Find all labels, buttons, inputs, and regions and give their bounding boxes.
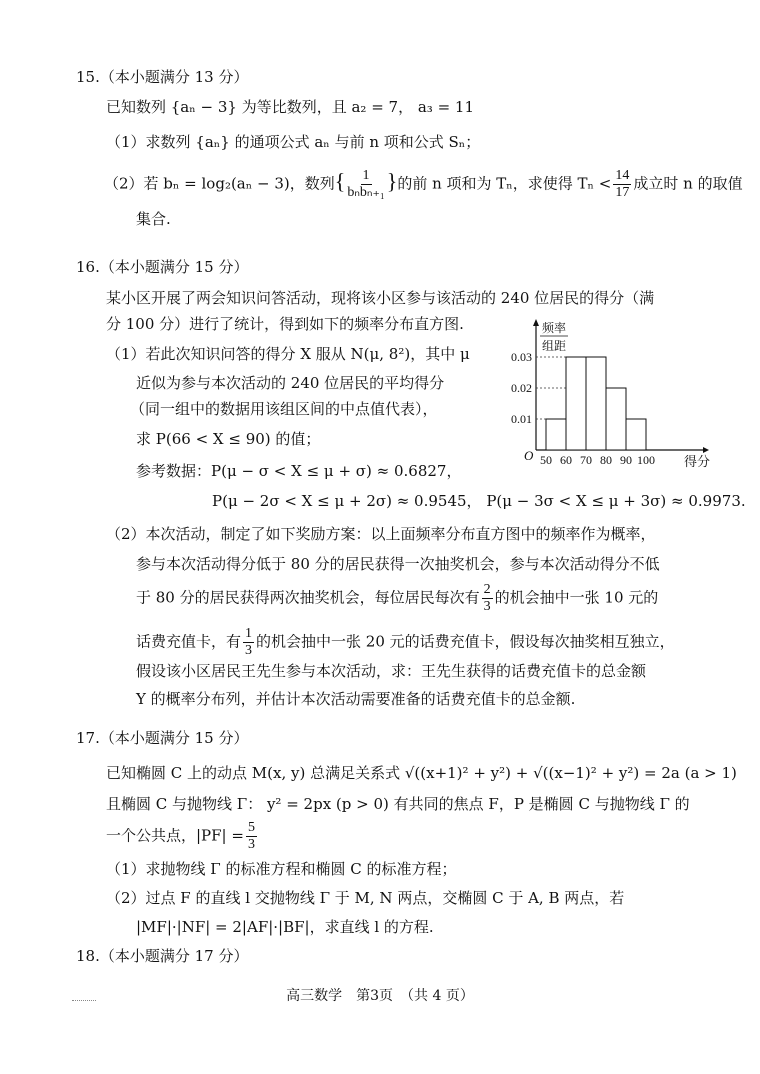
histogram-bar-60-70 <box>566 357 586 450</box>
y-axis-label-top: 频率 <box>541 321 567 335</box>
x-axis-arrow <box>703 447 709 453</box>
q16-heading: 16.（本小题满分 15 分） <box>76 258 249 276</box>
q15-fraction-bound: $\frac{14}{17}$ <box>615 168 630 200</box>
q18-heading: 18.（本小题满分 17 分） <box>76 947 249 965</box>
x-tick-label: 70 <box>580 453 592 467</box>
q16-part2-line4-b: 的机会抽中一张 20 元的话费充值卡，假设每次抽奖相互独立， <box>256 632 675 651</box>
q17-part2-line1: （2）过点 F 的直线 l 交抛物线 Γ 于 M, N 两点，交椭圆 C 于 A, B 两点，若 <box>106 889 625 907</box>
q15-heading: 15.（本小题满分 13 分） <box>76 68 249 86</box>
x-tick-label: 80 <box>600 453 612 467</box>
q15-part2-continued: 集合. <box>136 210 171 228</box>
x-tick-label: 50 <box>540 453 552 467</box>
q16-part1-line1: （1）若此次知识问答的得分 X 服从 N(μ, 8²)，其中 μ <box>106 345 470 363</box>
q15-fraction-sequence: $\frac{1}{\text{bₙbₙ₊₁}}$ <box>347 168 385 200</box>
frequency-histogram <box>498 316 728 476</box>
q16-part2-line2: 参与本次活动得分低于 80 分的居民获得一次抽奖机会，参与本次活动得分不低 <box>136 555 660 573</box>
histogram-bar-70-80 <box>586 357 606 450</box>
y-axis-label-bottom: 组距 <box>541 339 567 353</box>
histogram-bar-90-100 <box>626 419 646 450</box>
q15-part2-text-b: 的前 n 项和为 Tₙ，求使得 Tₙ < <box>397 174 612 193</box>
q17-statement-line3-text: 一个公共点，|PF| = <box>106 826 244 845</box>
q16-part2-line3 <box>136 582 658 615</box>
q16-fraction-two-thirds: $\frac{2}{3}$ <box>483 582 491 614</box>
q17-statement-line1: 已知椭圆 C 上的动点 M(x, y) 总满足关系式 √((x+1)² + y²) + √((x−1)² + y²) = 2a (a > 1) <box>106 764 737 782</box>
x-tick-label: 90 <box>620 453 632 467</box>
q16-part2-line5: 假设该小区居民王先生参与本次活动，求：王先生获得的话费充值卡的总金额 <box>136 662 647 680</box>
q15-part2-text-c: 成立时 n 的取值 <box>633 174 743 193</box>
q16-part2-line3-b: 的机会抽中一张 10 元的 <box>494 588 659 607</box>
q15-part2-text-a: （2）若 bₙ = log₂(aₙ − 3)，数列 <box>104 174 335 193</box>
q16-reference-line2: P(μ − 2σ < X ≤ μ + 2σ) ≈ 0.9545， P(μ − 3σ < X ≤ μ + 3σ) ≈ 0.9973. <box>212 492 746 510</box>
x-tick-label: 100 <box>637 453 655 467</box>
histogram-bar-50-60 <box>546 419 566 450</box>
origin-label: O <box>524 448 534 463</box>
x-axis-label: 得分 <box>684 454 711 469</box>
page-footer: 高三数学 第3页 （共 4 页） <box>286 988 474 1004</box>
q16-intro-line1: 某小区开展了两会知识问答活动，现将该小区参与该活动的 240 位居民的得分（满 <box>106 289 655 307</box>
y-tick-label: 0.01 <box>511 412 532 426</box>
x-tick-label: 60 <box>560 453 572 467</box>
q17-part2-line2: |MF|·|NF| = 2|AF|·|BF|，求直线 l 的方程. <box>136 918 434 936</box>
q15-statement: 已知数列 {aₙ − 3} 为等比数列，且 a₂ = 7， a₃ = 11 <box>106 98 474 116</box>
q16-part2-line1: （2）本次活动，制定了如下奖励方案：以上面频率分布直方图中的频率作为概率， <box>106 525 656 543</box>
q16-fraction-one-third: $\frac{1}{3}$ <box>245 626 253 658</box>
q15-part1: （1）求数列 {aₙ} 的通项公式 aₙ 与前 n 项和公式 Sₙ； <box>106 133 481 151</box>
histogram-bar-80-90 <box>606 388 626 450</box>
q16-intro-line2: 分 100 分）进行了统计，得到如下的频率分布直方图. <box>106 315 464 333</box>
q16-part2-line4-a: 话费充值卡，有 <box>136 632 242 651</box>
q17-fraction-five-thirds: $\frac{5}{3}$ <box>247 820 255 852</box>
q16-reference-line1: 参考数据：P(μ − σ < X ≤ μ + σ) ≈ 0.6827， <box>136 462 462 480</box>
q16-part1-line3: （同一组中的数据用该组区间的中点值代表）， <box>130 400 438 418</box>
q16-part1-line4: 求 P(66 < X ≤ 90) 的值； <box>136 430 321 448</box>
y-tick-label: 0.02 <box>511 381 532 395</box>
q16-part2-line6: Y 的概率分布列，并估计本次活动需要准备的话费充值卡的总金额. <box>136 690 576 708</box>
y-tick-label: 0.03 <box>511 350 532 364</box>
q17-statement-line2: 且椭圆 C 与抛物线 Γ： y² = 2px (p > 0) 有共同的焦点 F，P 是椭圆 C 与抛物线 Γ 的 <box>106 795 690 813</box>
q15-part2: （2）若 bₙ = log₂(aₙ − 3)，数列{ $\frac{1}{\text{bₙbₙ₊₁}}$ }的前 n 项和为 Tₙ，求使得 Tₙ < $\frac{14}{17}$ 成立时 n 的取值 <box>104 168 743 200</box>
q17-part1: （1）求抛物线 Γ 的标准方程和椭圆 C 的标准方程； <box>106 860 457 878</box>
q16-part1-line2: 近似为参与本次活动的 240 位居民的平均得分 <box>136 374 445 392</box>
q16-part2-line3-a: 于 80 分的居民获得两次抽奖机会，每位居民每次有 <box>136 588 480 607</box>
q16-part2-line4 <box>136 626 675 659</box>
y-axis-arrow <box>533 319 539 326</box>
q17-heading: 17.（本小题满分 15 分） <box>76 729 249 747</box>
q17-statement-line3 <box>106 820 259 853</box>
